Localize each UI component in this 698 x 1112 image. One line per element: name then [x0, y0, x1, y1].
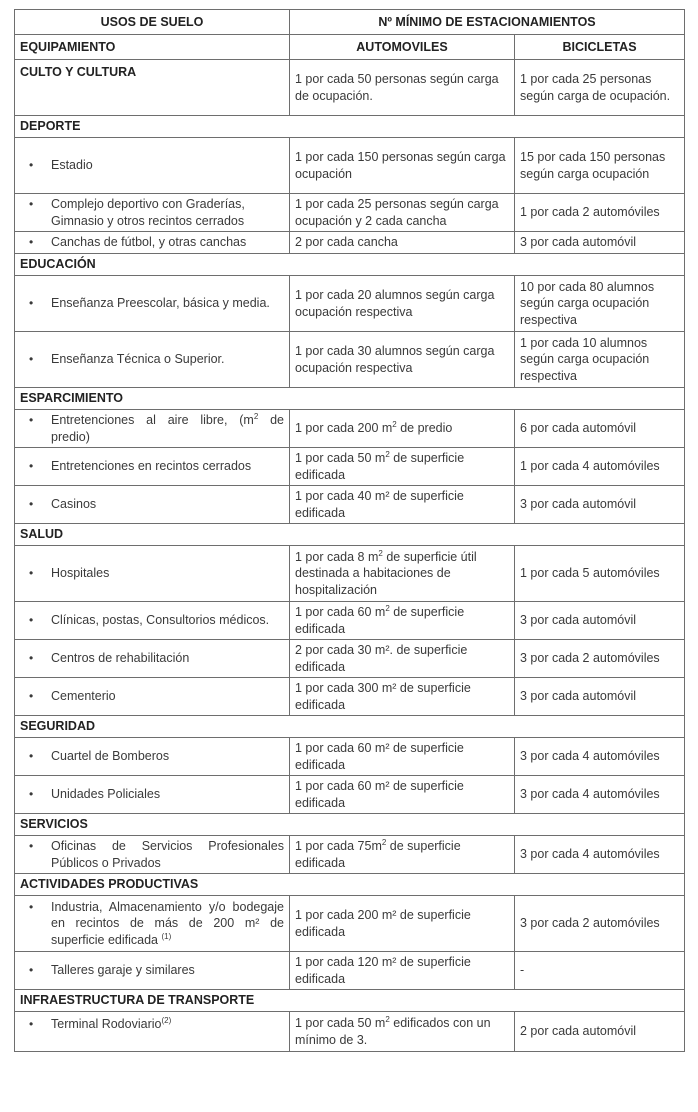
table-row — [15, 410, 685, 448]
row-label: • Centros de rehabilitación — [15, 640, 290, 678]
row-label: • Enseñanza Preescolar, básica y media. — [15, 276, 290, 332]
subheader-cars: AUTOMOVILES — [290, 35, 515, 60]
category-label: ESPARCIMIENTO — [15, 388, 685, 410]
row-cars-value: 1 por cada 40 m² de superficie edificada — [290, 486, 515, 524]
subheader-row — [15, 35, 685, 60]
bullet-icon: • — [29, 235, 34, 250]
table-row — [15, 1012, 685, 1052]
bullet-icon: • — [29, 749, 34, 764]
row-bikes-value: 3 por cada automóvil — [515, 486, 685, 524]
bullet-icon: • — [29, 197, 34, 211]
category-label: SEGURIDAD — [15, 716, 685, 738]
row-cars-value: 1 por cada 25 personas según carga ocupación y 2 cada cancha — [290, 194, 515, 232]
row-cars-value: 1 por cada $75m^2$ de superficie edificada — [290, 836, 515, 874]
bullet-icon: • — [29, 963, 34, 978]
category-label: EDUCACIÓN — [15, 254, 685, 276]
row-bikes-value: 6 por cada automóvil — [515, 410, 685, 448]
row-label: • Oficinas de Servicios Profesionales Públicos o Privados — [15, 836, 290, 874]
row-cars-value: 1 por cada 50 personas según carga de ocupación. — [290, 60, 515, 116]
table-row — [15, 486, 685, 524]
row-label: • Clínicas, postas, Consultorios médicos. — [15, 602, 290, 640]
row-label: • Entretenciones al aire libre, ($m^2$ de predio) — [15, 410, 290, 448]
row-bikes-value: 15 por cada 150 personas según carga ocupación — [515, 138, 685, 194]
category-row — [15, 254, 685, 276]
row-bikes-value: 3 por cada automóvil — [515, 232, 685, 254]
row-label: • Casinos — [15, 486, 290, 524]
row-bikes-value: 3 por cada 2 automóviles — [515, 896, 685, 952]
row-label: • Entretenciones en recintos cerrados — [15, 448, 290, 486]
bullet-icon: • — [29, 899, 34, 914]
row-cars-value: 1 por cada 60 m² de superficie edificada — [290, 738, 515, 776]
bullet-icon: • — [29, 459, 34, 474]
table-row — [15, 546, 685, 602]
row-cars-value: 1 por cada 300 m² de superficie edificada — [290, 678, 515, 716]
parking-requirements-table — [14, 9, 685, 1052]
row-cars-value: 1 por cada 60 m² de superficie edificada — [290, 776, 515, 814]
bullet-icon: • — [29, 651, 34, 666]
table-row — [15, 836, 685, 874]
row-label: • Talleres garaje y similares — [15, 952, 290, 990]
table-row — [15, 896, 685, 952]
row-cars-value: 1 por cada 20 alumnos según carga ocupación respectiva — [290, 276, 515, 332]
table-row — [15, 738, 685, 776]
row-label: • Hospitales — [15, 546, 290, 602]
category-row — [15, 716, 685, 738]
row-cars-value: 2 por cada 30 m². de superficie edificada — [290, 640, 515, 678]
subheader-bicycles: BICICLETAS — [515, 35, 685, 60]
row-cars-value: 1 por cada 120 m² de superficie edificada — [290, 952, 515, 990]
row-cars-value: 1 por cada 200 $m^2$ de predio — [290, 410, 515, 448]
row-bikes-value: 1 por cada 5 automóviles — [515, 546, 685, 602]
table-row — [15, 776, 685, 814]
table-row — [15, 602, 685, 640]
table-row — [15, 640, 685, 678]
table-row — [15, 332, 685, 388]
row-cars-value: 1 por cada 50 $m^2$ edificados con un mínimo de 3. — [290, 1012, 515, 1052]
row-label: • Industria, Almacenamiento y/o bodegaje en recintos de más de 200 m² de superficie edificada $^{(1)}$ — [15, 896, 290, 952]
bullet-icon: • — [29, 158, 34, 173]
row-bikes-value: 3 por cada automóvil — [515, 602, 685, 640]
bullet-icon: • — [29, 689, 34, 704]
category-label: SALUD — [15, 524, 685, 546]
category-row — [15, 524, 685, 546]
row-cars-value: 1 por cada 50 $m^2$ de superficie edificada — [290, 448, 515, 486]
category-row — [15, 814, 685, 836]
row-bikes-value: 3 por cada 4 automóviles — [515, 738, 685, 776]
category-label: DEPORTE — [15, 116, 685, 138]
row-label: • Unidades Policiales — [15, 776, 290, 814]
row-bikes-value: 1 por cada 10 alumnos según carga ocupación respectiva — [515, 332, 685, 388]
table-row — [15, 276, 685, 332]
bullet-icon: • — [29, 413, 34, 427]
table-row — [15, 448, 685, 486]
row-bikes-value: 1 por cada 25 personas según carga de ocupación. — [515, 60, 685, 116]
row-cars-value: 1 por cada 200 m² de superficie edificada — [290, 896, 515, 952]
subheader-equipment: EQUIPAMIENTO — [15, 35, 290, 60]
category-label: SERVICIOS — [15, 814, 685, 836]
category-label: ACTIVIDADES PRODUCTIVAS — [15, 874, 685, 896]
row-bikes-value: 3 por cada automóvil — [515, 678, 685, 716]
category-row — [15, 874, 685, 896]
header-uses-of-land: USOS DE SUELO — [15, 10, 290, 35]
table-row — [15, 194, 685, 232]
row-bikes-value: 1 por cada 2 automóviles — [515, 194, 685, 232]
row-bikes-value: 3 por cada 4 automóviles — [515, 776, 685, 814]
row-label: • Estadio — [15, 138, 290, 194]
bullet-icon: • — [29, 296, 34, 311]
row-cars-value: 1 por cada 8 $m^2$ de superficie útil destinada a habitaciones de hospitalización — [290, 546, 515, 602]
category-label: INFRAESTRUCTURA DE TRANSPORTE — [15, 990, 685, 1012]
row-cars-value: 1 por cada 150 personas según carga ocupación — [290, 138, 515, 194]
category-row — [15, 116, 685, 138]
table-row — [15, 138, 685, 194]
category-row — [15, 388, 685, 410]
bullet-icon: • — [29, 613, 34, 628]
table-row — [15, 232, 685, 254]
row-label: • Terminal Rodoviario$^{(2)}$ — [15, 1012, 290, 1052]
row-label: CULTO Y CULTURA — [15, 60, 290, 116]
table-row — [15, 952, 685, 990]
bullet-icon: • — [29, 352, 34, 367]
row-bikes-value: - — [515, 952, 685, 990]
row-label: • Cuartel de Bomberos — [15, 738, 290, 776]
row-label: • Canchas de fútbol, y otras canchas — [15, 232, 290, 254]
row-cars-value: 1 por cada 60 $m^2$ de superficie edificada — [290, 602, 515, 640]
bullet-icon: • — [29, 497, 34, 512]
row-cars-value: 1 por cada 30 alumnos según carga ocupación respectiva — [290, 332, 515, 388]
bullet-icon: • — [29, 787, 34, 802]
bullet-icon: • — [29, 1017, 34, 1031]
table-row — [15, 60, 685, 116]
table-header-row — [15, 10, 685, 35]
row-bikes-value: 2 por cada automóvil — [515, 1012, 685, 1052]
table-row — [15, 678, 685, 716]
category-row — [15, 990, 685, 1012]
row-cars-value: 2 por cada cancha — [290, 232, 515, 254]
row-label: • Complejo deportivo con Graderías, Gimnasio y otros recintos cerrados — [15, 194, 290, 232]
bullet-icon: • — [29, 839, 34, 853]
row-bikes-value: 3 por cada 2 automóviles — [515, 640, 685, 678]
row-label: • Cementerio — [15, 678, 290, 716]
row-bikes-value: 1 por cada 4 automóviles — [515, 448, 685, 486]
bullet-icon: • — [29, 566, 34, 581]
row-label: • Enseñanza Técnica o Superior. — [15, 332, 290, 388]
row-bikes-value: 3 por cada 4 automóviles — [515, 836, 685, 874]
header-min-parking: Nº MÍNIMO DE ESTACIONAMIENTOS — [290, 10, 685, 35]
row-bikes-value: 10 por cada 80 alumnos según carga ocupación respectiva — [515, 276, 685, 332]
